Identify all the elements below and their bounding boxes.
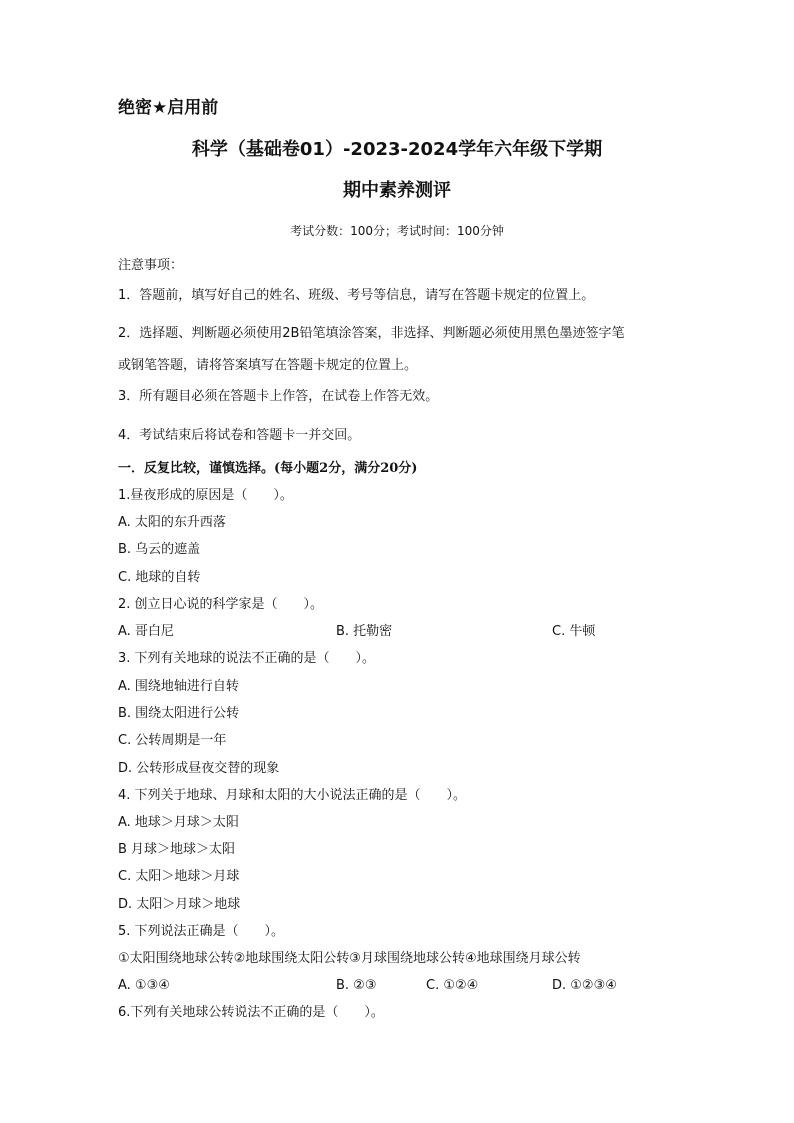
question-statement: ①太阳围绕地球公转②地球围绕太阳公转③月球围绕地球公转④地球围绕月球公转: [118, 951, 581, 966]
option-a: A. ①③④: [118, 978, 170, 993]
page-subtitle: 期中素养测评: [343, 180, 451, 201]
option-c: C. 公转周期是一年: [118, 733, 227, 748]
option-b: B. ②③: [336, 978, 377, 993]
section-heading: 一．反复比较，谨慎选择。(每小题2分，满分20分): [118, 461, 418, 476]
notice-item: 或钢笔答题，请将答案填写在答题卡规定的位置上。: [118, 358, 418, 373]
option-c: C. 太阳＞地球＞月球: [118, 869, 240, 884]
option-a: A. 太阳的东升西落: [118, 515, 226, 530]
option-b: B. 乌云的遮盖: [118, 542, 201, 557]
notice-item: 1．答题前，填写好自己的姓名、班级、考号等信息，请写在答题卡规定的位置上。: [118, 288, 595, 303]
option-b: B. 托勒密: [336, 624, 393, 639]
option-d: D. 太阳＞月球＞地球: [118, 897, 241, 912]
question-stem: 1.昼夜形成的原因是（ ）。: [118, 488, 293, 503]
question-stem: 2. 创立日心说的科学家是（ ）。: [118, 597, 324, 612]
exam-info: 考试分数：100分；考试时间：100分钟: [290, 224, 504, 238]
question-stem: 4. 下列关于地球、月球和太阳的大小说法正确的是（ ）。: [118, 788, 467, 803]
option-d: D. ①②③④: [552, 978, 617, 993]
option-c: C. ①②④: [426, 978, 479, 993]
notice-item: 2．选择题、判断题必须使用2B铅笔填涂答案，非选择、判断题必须使用黑色墨迹签字笔: [118, 326, 625, 341]
option-a: A. 地球＞月球＞太阳: [118, 815, 239, 830]
notice-item: 3．所有题目必须在答题卡上作答，在试卷上作答无效。: [118, 389, 439, 404]
option-c: C. 地球的自转: [118, 570, 201, 585]
page-title: 科学（基础卷01）-2023-2024学年六年级下学期: [191, 139, 603, 160]
option-a: A. 围绕地轴进行自转: [118, 679, 239, 694]
question-stem: 6.下列有关地球公转说法不正确的是（ ）。: [118, 1005, 384, 1020]
option-a: A. 哥白尼: [118, 624, 174, 639]
question-stem: 5. 下列说法正确是（ ）。: [118, 924, 285, 939]
option-c: C. 牛顿: [552, 624, 596, 639]
notice-heading: 注意事项：: [118, 258, 184, 273]
notice-item: 4．考试结束后将试卷和答题卡一并交回。: [118, 428, 361, 443]
confidential-label: 绝密★启用前: [118, 98, 219, 118]
option-b: B 月球＞地球＞太阳: [118, 842, 236, 857]
question-stem: 3. 下列有关地球的说法不正确的是（ ）。: [118, 651, 376, 666]
option-b: B. 围绕太阳进行公转: [118, 706, 240, 721]
option-d: D. 公转形成昼夜交替的现象: [118, 761, 280, 776]
